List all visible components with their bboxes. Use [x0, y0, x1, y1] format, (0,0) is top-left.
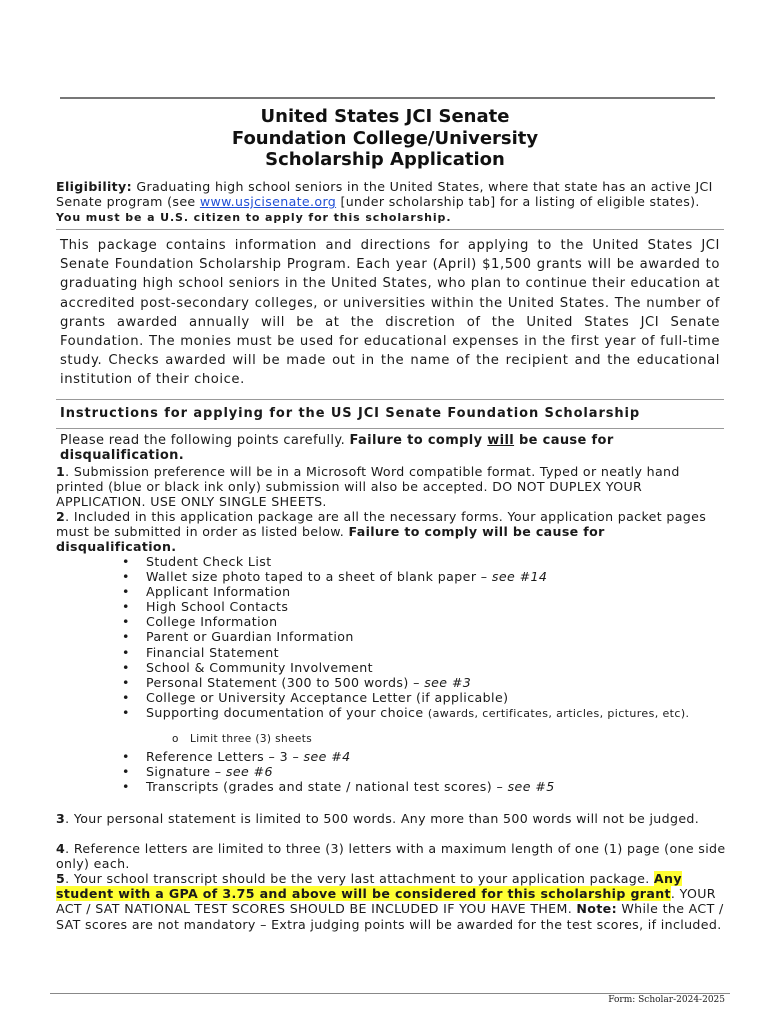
test-scores-caps: YOUR ACT / SAT NATIONAL TEST SCORES SHOULD BE INCLUDED IF YOU HAVE THEM.	[56, 886, 716, 917]
point-2-number: 2	[56, 509, 66, 524]
point-5: 5. Your school transcript should be the very last attachment to your application package. Any student with a GPA of 3.75 and above will be considered for this scholarship grant. YOUR ACT / SAT NATIONAL TEST SCORES SHOULD BE INCLUDED IF YOU HAVE THEM. Note: While the ACT / SAT scores are not mandatory – Extra judging points will be awarded for the test scores, if included.	[56, 871, 724, 932]
citizenship-requirement: You must be a U.S. citizen to apply for this scholarship.	[56, 211, 452, 225]
bullet-icon: •	[122, 644, 130, 660]
point-4: 4. Reference letters are limited to three (3) letters with a maximum length of one (1) page (one side only) each.	[56, 841, 726, 872]
divider-3	[56, 428, 724, 429]
point-1-number: 1	[56, 464, 66, 479]
read-carefully-notice	[60, 433, 700, 463]
point-3-number: 3	[56, 811, 66, 826]
eligibility-text: Graduating high school seniors in the United States, where that state has an active JCI Senate program (see	[56, 179, 713, 210]
bullet-icon: •	[122, 779, 130, 795]
read-text: Please read the following points carefully.	[60, 433, 350, 448]
fail-will: will	[487, 433, 515, 448]
title-line-2: Foundation College/University	[231, 127, 539, 149]
list-item: • Reference Letters – 3 – see #4	[122, 748, 351, 764]
list-item: • Personal Statement (300 to 500 words) – see #3	[122, 674, 472, 690]
bullet-icon: •	[122, 659, 130, 675]
list-item: • Student Check List	[122, 554, 272, 569]
bullet-icon: •	[122, 704, 130, 720]
intro-paragraph: This package contains information and directions for applying to the United States JCI Senate Foundation Scholarship Program. Each year (April) $1,500 grants will be awarded to graduating high school seniors in the United States, who plan to continue their education at accredited post-secondary colleges, or universities within the United States. The number of grants awarded annually will be at the discretion of the United States JCI Senate Foundation. The monies must be used for educational expenses in the first year of full-time study. Checks awarded will be made out in the name of the recipient and the educational institution of their choice.	[60, 238, 720, 388]
divider-2	[56, 399, 724, 400]
required-pages-list	[120, 554, 710, 794]
list-item: • Applicant Information	[122, 584, 291, 600]
bullet-icon: •	[122, 674, 130, 690]
sub-bullet: o Limit three (3) sheets	[172, 733, 313, 745]
list-item: • Financial Statement	[122, 644, 280, 660]
title-line-3: Scholarship Application	[265, 149, 505, 170]
point-2-warning: Failure to comply will be cause for disqualification.	[56, 524, 605, 555]
form-id-footer: Form: Scholar-2024-2025	[608, 995, 725, 1005]
eligibility-text-2: [under scholarship tab] for a listing of eligible states).	[336, 194, 700, 210]
bullet-icon: •	[122, 599, 130, 615]
point-1-text: . Submission preference will be in a Microsoft Word compatible format. Typed or neatly hand printed (blue or black ink only) submission will also be accepted. DO NOT DUPLEX YOUR APPLICATION. USE ONLY SINGLE SHEETS.	[56, 464, 680, 510]
gpa-highlight: Any student with a GPA of 3.75 and above will be considered for this scholarship grant	[56, 871, 682, 902]
note-label: Note:	[576, 901, 617, 917]
bottom-rule	[50, 993, 730, 994]
list-item: • Transcripts (grades and state / national test scores) – see #5	[122, 779, 555, 795]
point-1	[56, 464, 726, 510]
eligibility-label: Eligibility:	[56, 179, 132, 194]
bullet-icon: •	[122, 689, 130, 705]
fail-comply-a: Failure to comply	[349, 433, 488, 448]
list-item: • Supporting documentation of your choice (awards, certificates, articles, pictures, etc).	[122, 704, 690, 720]
instructions-heading: Instructions for applying for the US JCI Senate Foundation Scholarship	[60, 406, 641, 421]
list-item: • College Information	[122, 614, 278, 630]
point-2	[56, 509, 726, 555]
bullet-icon: •	[122, 584, 130, 600]
bullet-icon: •	[122, 554, 130, 569]
circle-bullet-icon: o	[172, 733, 179, 745]
note-text: While the ACT / SAT scores are not mandatory – Extra judging points will be awarded for the test scores, if included.	[56, 901, 724, 932]
list-item: • College or University Acceptance Letter (if applicable)	[122, 689, 509, 705]
bullet-icon: •	[122, 614, 130, 630]
eligibility-section	[56, 179, 726, 226]
list-item: • School & Community Involvement	[122, 659, 374, 675]
title-line-1: United States JCI Senate	[260, 106, 510, 127]
bullet-icon: •	[122, 764, 130, 780]
page-title	[0, 106, 770, 171]
list-item: • Signature – see #6	[122, 764, 273, 780]
bullet-icon: •	[122, 748, 130, 764]
senate-website-link[interactable]: www.usjcisenate.org	[199, 194, 337, 210]
point-4-number: 4	[56, 841, 66, 856]
list-item: • Parent or Guardian Information	[122, 629, 354, 645]
bullet-icon: •	[122, 569, 130, 585]
point-3: 3. Your personal statement is limited to 500 words. Any more than 500 words will not be judged.	[56, 811, 700, 826]
top-rule	[60, 97, 715, 99]
point-5-number: 5	[56, 871, 66, 886]
list-item: • Wallet size photo taped to a sheet of blank paper – see #14	[122, 569, 548, 585]
bullet-icon: •	[122, 629, 130, 645]
divider-1	[56, 229, 724, 230]
point-2-text: . Included in this application package are all the necessary forms. Your application packet pages must be submitted in order as listed below.	[56, 509, 707, 540]
list-item: • High School Contacts	[122, 599, 289, 615]
fail-comply-b: be cause for disqualification.	[60, 433, 614, 464]
